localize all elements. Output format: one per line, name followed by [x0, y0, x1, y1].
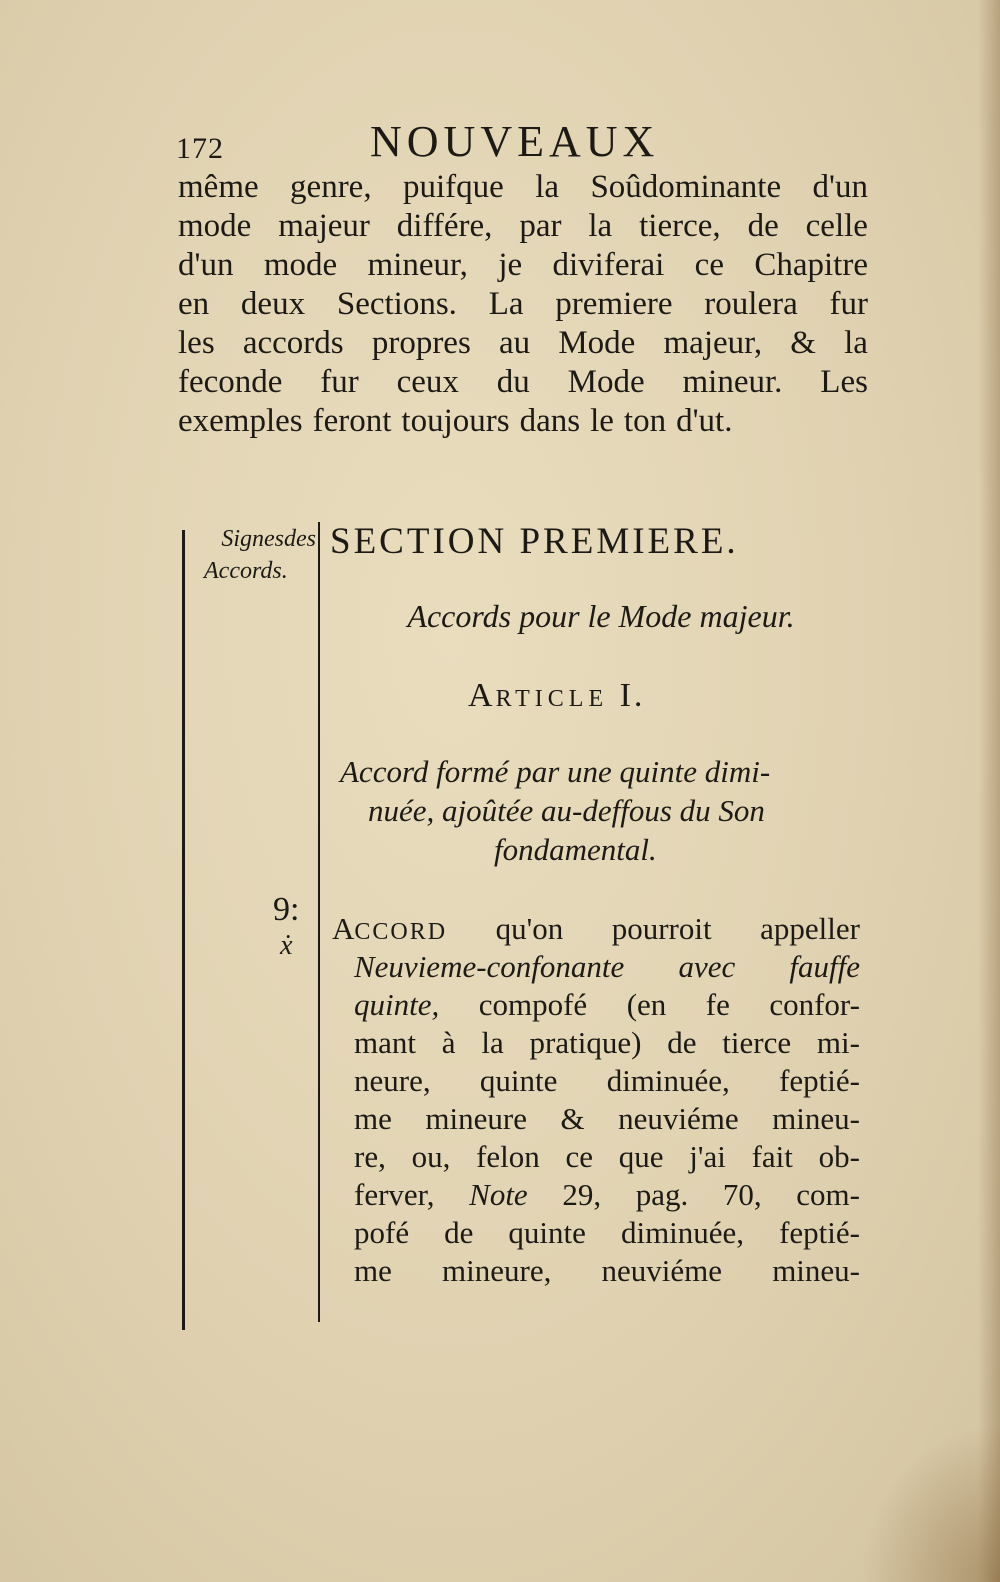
word: tierce [722, 1025, 792, 1060]
word: ob- [818, 1139, 860, 1174]
word: ce [565, 1139, 594, 1174]
word: neure, [354, 1063, 431, 1098]
word: mode [178, 208, 252, 244]
word: mineure [425, 1101, 527, 1136]
text-line [178, 363, 868, 402]
word: deux [240, 286, 306, 322]
word: La [488, 286, 524, 322]
word: & [790, 325, 816, 361]
rubric-line: nuée, ajoûtée au-deffous du Son [368, 793, 765, 828]
word: & [560, 1101, 585, 1136]
margin-rule-right [318, 522, 320, 1322]
article-heading [468, 676, 645, 719]
word: Sections. [336, 286, 457, 322]
word: exemples [178, 403, 303, 439]
margin-label-signs: Signesdes [221, 526, 316, 552]
word: neuviéme [601, 1253, 723, 1288]
word: majeur [278, 208, 370, 244]
body-paragraph [332, 910, 860, 1290]
text-line [332, 1138, 860, 1176]
word: pratique) [529, 1025, 642, 1060]
article-rubric [340, 752, 860, 869]
word: ferver, [354, 1177, 435, 1212]
opening-initial: A [332, 911, 355, 946]
text-line [332, 1214, 860, 1252]
article-initial: A [468, 677, 496, 714]
word: de [444, 1215, 474, 1250]
text-line [332, 1024, 860, 1062]
article-word: RTICLE [495, 686, 609, 712]
word: du [496, 364, 530, 400]
word: mineure, [442, 1253, 552, 1288]
word: diminuée, [606, 1063, 730, 1098]
rubric-line: fondamental. [494, 832, 657, 867]
word: que [618, 1139, 664, 1174]
word: d'un [812, 169, 868, 205]
word: même [178, 169, 259, 205]
running-title: NOUVEAUX [370, 117, 660, 166]
word: ou, [411, 1139, 451, 1174]
word: de [667, 1025, 697, 1060]
word: mant [354, 1025, 416, 1060]
text-line [178, 402, 868, 441]
word: 70, [722, 1177, 762, 1212]
word: quinte, [354, 987, 440, 1022]
word: fur [829, 286, 868, 322]
word: fauffe [789, 949, 860, 984]
word: de [747, 208, 779, 244]
text-line [332, 986, 860, 1024]
word: fait [751, 1139, 793, 1174]
word: propres [371, 325, 471, 361]
word: les [178, 325, 215, 361]
intro-paragraph [178, 168, 868, 441]
text-line [332, 910, 860, 948]
word: au [498, 325, 531, 361]
text-line [332, 948, 860, 986]
text-line [178, 246, 868, 285]
word: feconde [178, 364, 283, 400]
word: accords [242, 325, 344, 361]
word: com- [796, 1177, 860, 1212]
word: dans [519, 403, 581, 439]
word: celle [805, 208, 868, 244]
word: pofé [354, 1215, 410, 1250]
word: mode [263, 247, 338, 283]
word: felon [476, 1139, 540, 1174]
word: re, [354, 1139, 386, 1174]
text-line [332, 1062, 860, 1100]
rubric-line: Accord formé par une quinte dimi- [340, 754, 771, 789]
word: neuviéme [618, 1101, 739, 1136]
page-edge-shadow [978, 0, 1000, 1582]
word: Chapitre [754, 247, 868, 283]
page-corner-stain [860, 1422, 1000, 1582]
word: feptié- [779, 1215, 860, 1250]
word: Mode [558, 325, 636, 361]
word: mineu- [772, 1253, 860, 1288]
word: quinte [479, 1063, 558, 1098]
word: genre, [290, 169, 372, 205]
word: d'ut. [676, 403, 733, 439]
word: premiere [555, 286, 673, 322]
word: la [588, 208, 613, 244]
word: toujours [401, 403, 510, 439]
word: la [481, 1025, 504, 1060]
word: d'un [178, 247, 234, 283]
section-heading: SECTION PREMIERE. [330, 521, 739, 562]
word: en [178, 286, 210, 322]
page-number: 172 [176, 132, 224, 165]
word: différe, [396, 208, 493, 244]
word: appeller [760, 911, 860, 946]
margin-rule-left [182, 530, 185, 1330]
word: mineur, [367, 247, 468, 283]
word: Note [469, 1177, 528, 1212]
word: mineu- [772, 1101, 860, 1136]
word: avec [678, 949, 736, 984]
word: quinte [508, 1215, 586, 1250]
word: roulera [704, 286, 798, 322]
word: mineur. [682, 364, 783, 400]
word: diminuée, [620, 1215, 745, 1250]
word: ce [694, 247, 724, 283]
word: à [441, 1025, 456, 1060]
word: pag. [635, 1177, 689, 1212]
word: ton [623, 403, 667, 439]
text-line [178, 168, 868, 207]
margin-label-accords: Accords. [204, 558, 288, 584]
text-line [332, 1252, 860, 1290]
word: me [354, 1101, 392, 1136]
word: feront [312, 403, 392, 439]
word: qu'on [495, 911, 564, 946]
word: me [354, 1253, 392, 1288]
word: (en [626, 987, 667, 1022]
text-line [178, 285, 868, 324]
word: la [844, 325, 868, 361]
word: Les [820, 364, 868, 400]
word: 29, [562, 1177, 602, 1212]
text-line [178, 324, 868, 363]
chord-sign-figure: ẋ [280, 930, 293, 961]
word: diviferai [552, 247, 665, 283]
word: fe [705, 987, 730, 1022]
word: pourroit [611, 911, 712, 946]
word: la [535, 169, 560, 205]
opening-smallcaps: CCORD [354, 919, 448, 945]
word: j'ai [689, 1139, 726, 1174]
opening-word [332, 910, 447, 948]
word: mi- [816, 1025, 860, 1060]
text-line [332, 1100, 860, 1138]
article-number: I. [619, 677, 646, 714]
word: par [519, 208, 562, 244]
section-subheading: Accords pour le Mode majeur. [407, 598, 795, 634]
word: puifque [403, 169, 504, 205]
word: je [498, 247, 523, 283]
text-line [332, 1176, 860, 1214]
word: fur [320, 364, 359, 400]
word: le [590, 403, 614, 439]
word: Soûdominante [590, 169, 782, 205]
word: confor- [769, 987, 860, 1022]
word: compofé [478, 987, 588, 1022]
word: feptié- [779, 1063, 860, 1098]
text-line [178, 207, 868, 246]
word: Mode [567, 364, 645, 400]
word: Neuvieme-confonante [354, 949, 625, 984]
word: ceux [396, 364, 459, 400]
bass-clef-figure: 9: [273, 891, 300, 928]
word: tierce, [639, 208, 721, 244]
word: majeur, [663, 325, 763, 361]
